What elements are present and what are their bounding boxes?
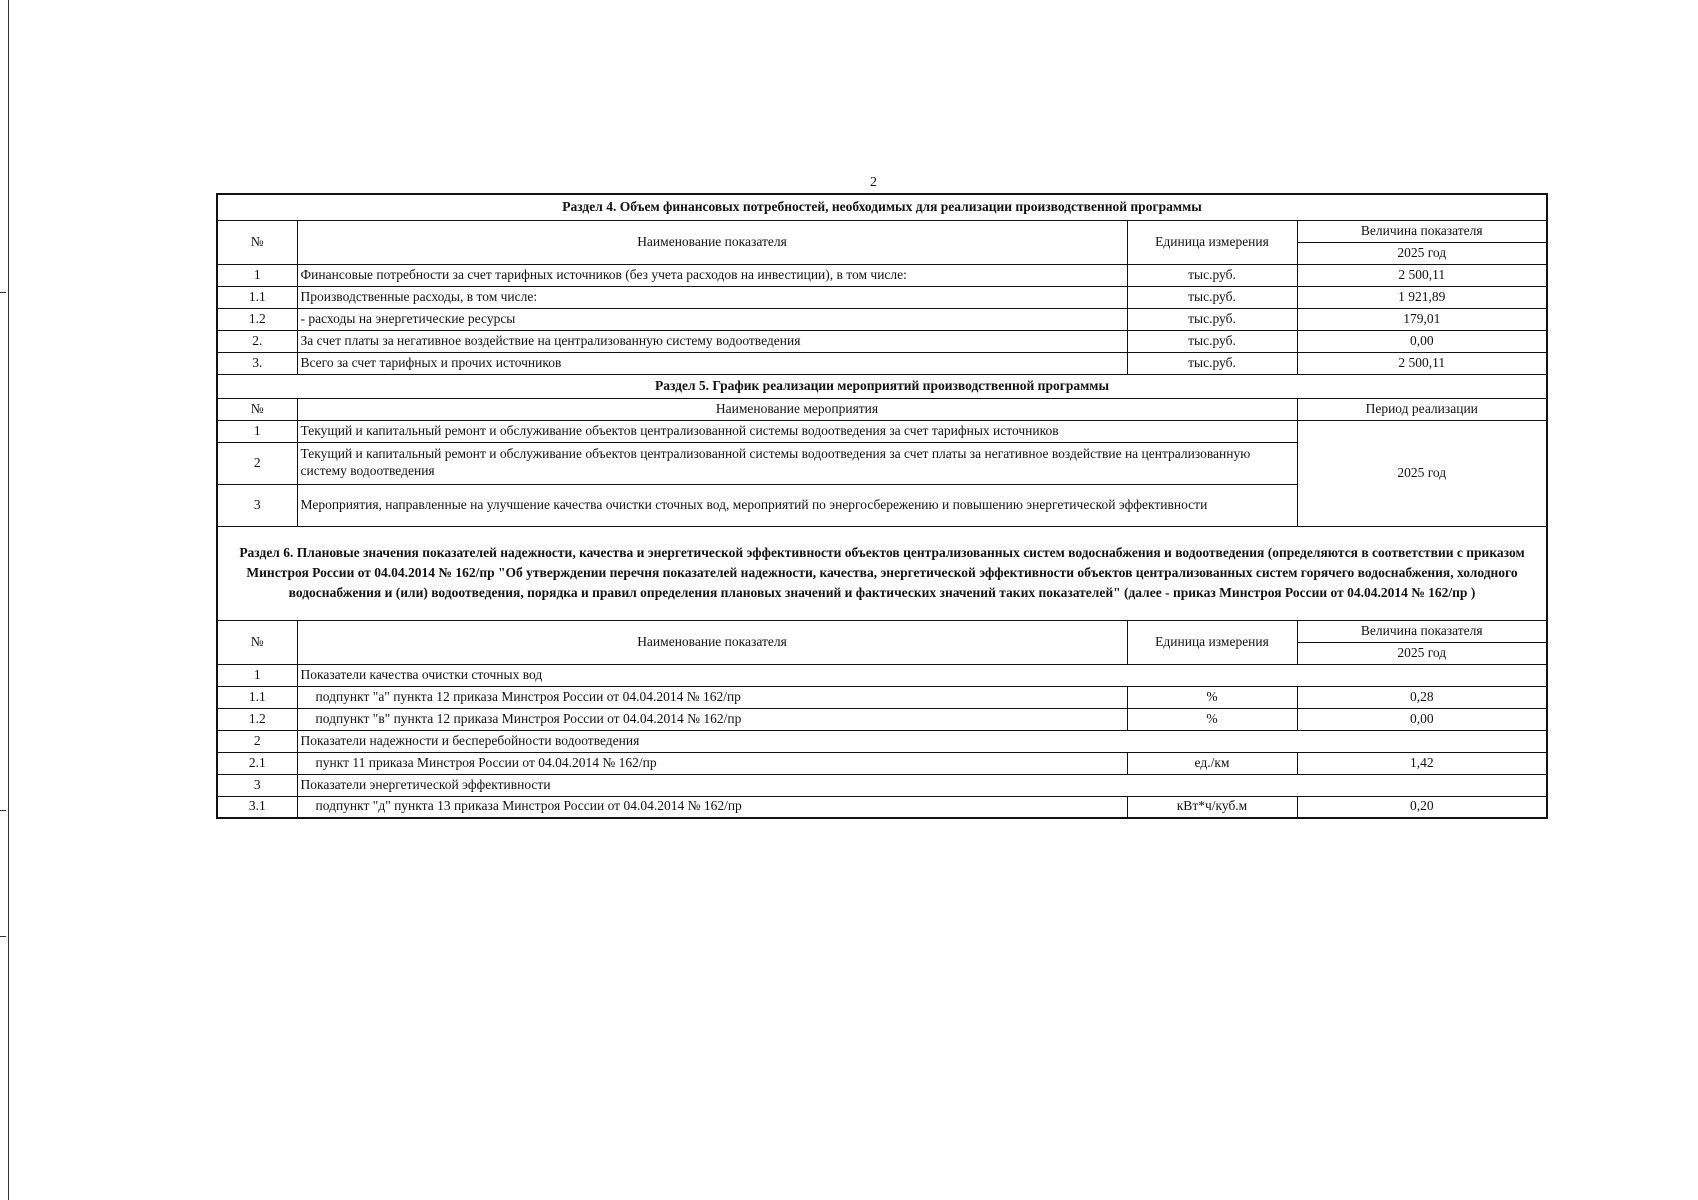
row-name: Текущий и капитальный ремонт и обслуживание объектов централизованной системы водоотведения за счет платы за негативное воздействие на централизованную систему водоотведения — [297, 442, 1297, 484]
section6-header-no: № — [217, 620, 297, 664]
row-name: Мероприятия, направленные на улучшение качества очистки сточных вод, мероприятий по энергосбережению и повышению энергетической эффективности — [297, 484, 1297, 526]
row-name: Производственные расходы, в том числе: — [297, 286, 1127, 308]
row-unit: тыс.руб. — [1127, 330, 1297, 352]
row-name: Финансовые потребности за счет тарифных источников (без учета расходов на инвестиции), в том числе: — [297, 264, 1127, 286]
section6-title: Раздел 6. Плановые значения показателей надежности, качества и энергетической эффективности объектов централизованных систем водоснабжения и водоотведения (определяются в соответствии с приказом Минстроя России от 04.04.2014 № 162/пр "Об утверждении перечня показателей надежности, качества, энергетической эффективности объектов централизованных систем горячего водоснабжения, холодного водоснабжения и (или) водоотведения, порядка и правил определения плановых значений и фактических значений таких показателей" (далее - приказ Минстроя России от 04.04.2014 № 162/пр ) — [217, 526, 1547, 620]
row-number: 1 — [217, 264, 297, 286]
table-row — [217, 330, 1547, 352]
section6-header-unit: Единица измерения — [1127, 620, 1297, 664]
table-row — [217, 308, 1547, 330]
section5-header-no: № — [217, 398, 297, 420]
section4-header-year: 2025 год — [1297, 242, 1547, 264]
group-name: Показатели надежности и бесперебойности водоотведения — [297, 730, 1547, 752]
row-name: подпункт "а" пункта 12 приказа Минстроя России от 04.04.2014 № 162/пр — [297, 686, 1127, 708]
row-number: 1.2 — [217, 308, 297, 330]
table-row — [217, 708, 1547, 730]
page-number: 2 — [870, 175, 877, 190]
section4-header-unit: Единица измерения — [1127, 220, 1297, 264]
table-row — [217, 686, 1547, 708]
row-value: 1,42 — [1297, 752, 1547, 774]
row-value: 2 500,11 — [1297, 352, 1547, 374]
document — [216, 193, 1546, 819]
group-number: 1 — [217, 664, 297, 686]
row-number: 1.2 — [217, 708, 297, 730]
group-row — [217, 730, 1547, 752]
section6-header-year: 2025 год — [1297, 642, 1547, 664]
row-unit: тыс.руб. — [1127, 264, 1297, 286]
group-number: 2 — [217, 730, 297, 752]
row-value: 0,20 — [1297, 796, 1547, 818]
row-unit: % — [1127, 686, 1297, 708]
table-row — [217, 286, 1547, 308]
section5-period-value: 2025 год — [1297, 420, 1547, 526]
section6-header-value: Величина показателя — [1297, 620, 1547, 642]
table-row — [217, 352, 1547, 374]
group-row — [217, 774, 1547, 796]
row-number: 2 — [217, 442, 297, 484]
group-number: 3 — [217, 774, 297, 796]
row-unit: тыс.руб. — [1127, 308, 1297, 330]
group-row — [217, 664, 1547, 686]
row-number: 1.1 — [217, 286, 297, 308]
section4-title: Раздел 4. Объем финансовых потребностей, необходимых для реализации производственной программы — [217, 194, 1547, 220]
row-name: подпункт "в" пункта 12 приказа Минстроя России от 04.04.2014 № 162/пр — [297, 708, 1127, 730]
row-value: 0,00 — [1297, 708, 1547, 730]
scan-tick-mark — [0, 292, 6, 293]
row-number: 3. — [217, 352, 297, 374]
table-row — [217, 264, 1547, 286]
row-name: Всего за счет тарифных и прочих источников — [297, 352, 1127, 374]
row-unit: % — [1127, 708, 1297, 730]
scan-tick-mark — [0, 810, 6, 811]
table-row — [217, 420, 1547, 442]
group-name: Показатели качества очистки сточных вод — [297, 664, 1547, 686]
section5-title: Раздел 5. График реализации мероприятий производственной программы — [217, 374, 1547, 398]
row-name: пункт 11 приказа Минстроя России от 04.04.2014 № 162/пр — [297, 752, 1127, 774]
section6-header-name: Наименование показателя — [297, 620, 1127, 664]
row-value: 0,28 — [1297, 686, 1547, 708]
row-number: 1.1 — [217, 686, 297, 708]
row-unit: тыс.руб. — [1127, 286, 1297, 308]
section4-header-value: Величина показателя — [1297, 220, 1547, 242]
scan-edge-line — [8, 0, 9, 1200]
section4-header-no: № — [217, 220, 297, 264]
row-name: Текущий и капитальный ремонт и обслуживание объектов централизованной системы водоотведения за счет тарифных источников — [297, 420, 1297, 442]
scan-tick-mark — [0, 936, 6, 937]
row-unit: ед./км — [1127, 752, 1297, 774]
row-number: 3 — [217, 484, 297, 526]
row-value: 2 500,11 — [1297, 264, 1547, 286]
row-value: 0,00 — [1297, 330, 1547, 352]
production-program-table — [216, 193, 1548, 819]
table-row — [217, 752, 1547, 774]
section5-header-period: Период реализации — [1297, 398, 1547, 420]
group-name: Показатели энергетической эффективности — [297, 774, 1547, 796]
row-name: За счет платы за негативное воздействие на централизованную систему водоотведения — [297, 330, 1127, 352]
row-value: 1 921,89 — [1297, 286, 1547, 308]
row-number: 3.1 — [217, 796, 297, 818]
row-number: 1 — [217, 420, 297, 442]
row-name: подпункт "д" пункта 13 приказа Минстроя России от 04.04.2014 № 162/пр — [297, 796, 1127, 818]
row-number: 2.1 — [217, 752, 297, 774]
section5-header-name: Наименование мероприятия — [297, 398, 1297, 420]
row-number: 2. — [217, 330, 297, 352]
row-value: 179,01 — [1297, 308, 1547, 330]
row-unit: тыс.руб. — [1127, 352, 1297, 374]
section4-header-name: Наименование показателя — [297, 220, 1127, 264]
row-unit: кВт*ч/куб.м — [1127, 796, 1297, 818]
table-row — [217, 796, 1547, 818]
row-name: - расходы на энергетические ресурсы — [297, 308, 1127, 330]
